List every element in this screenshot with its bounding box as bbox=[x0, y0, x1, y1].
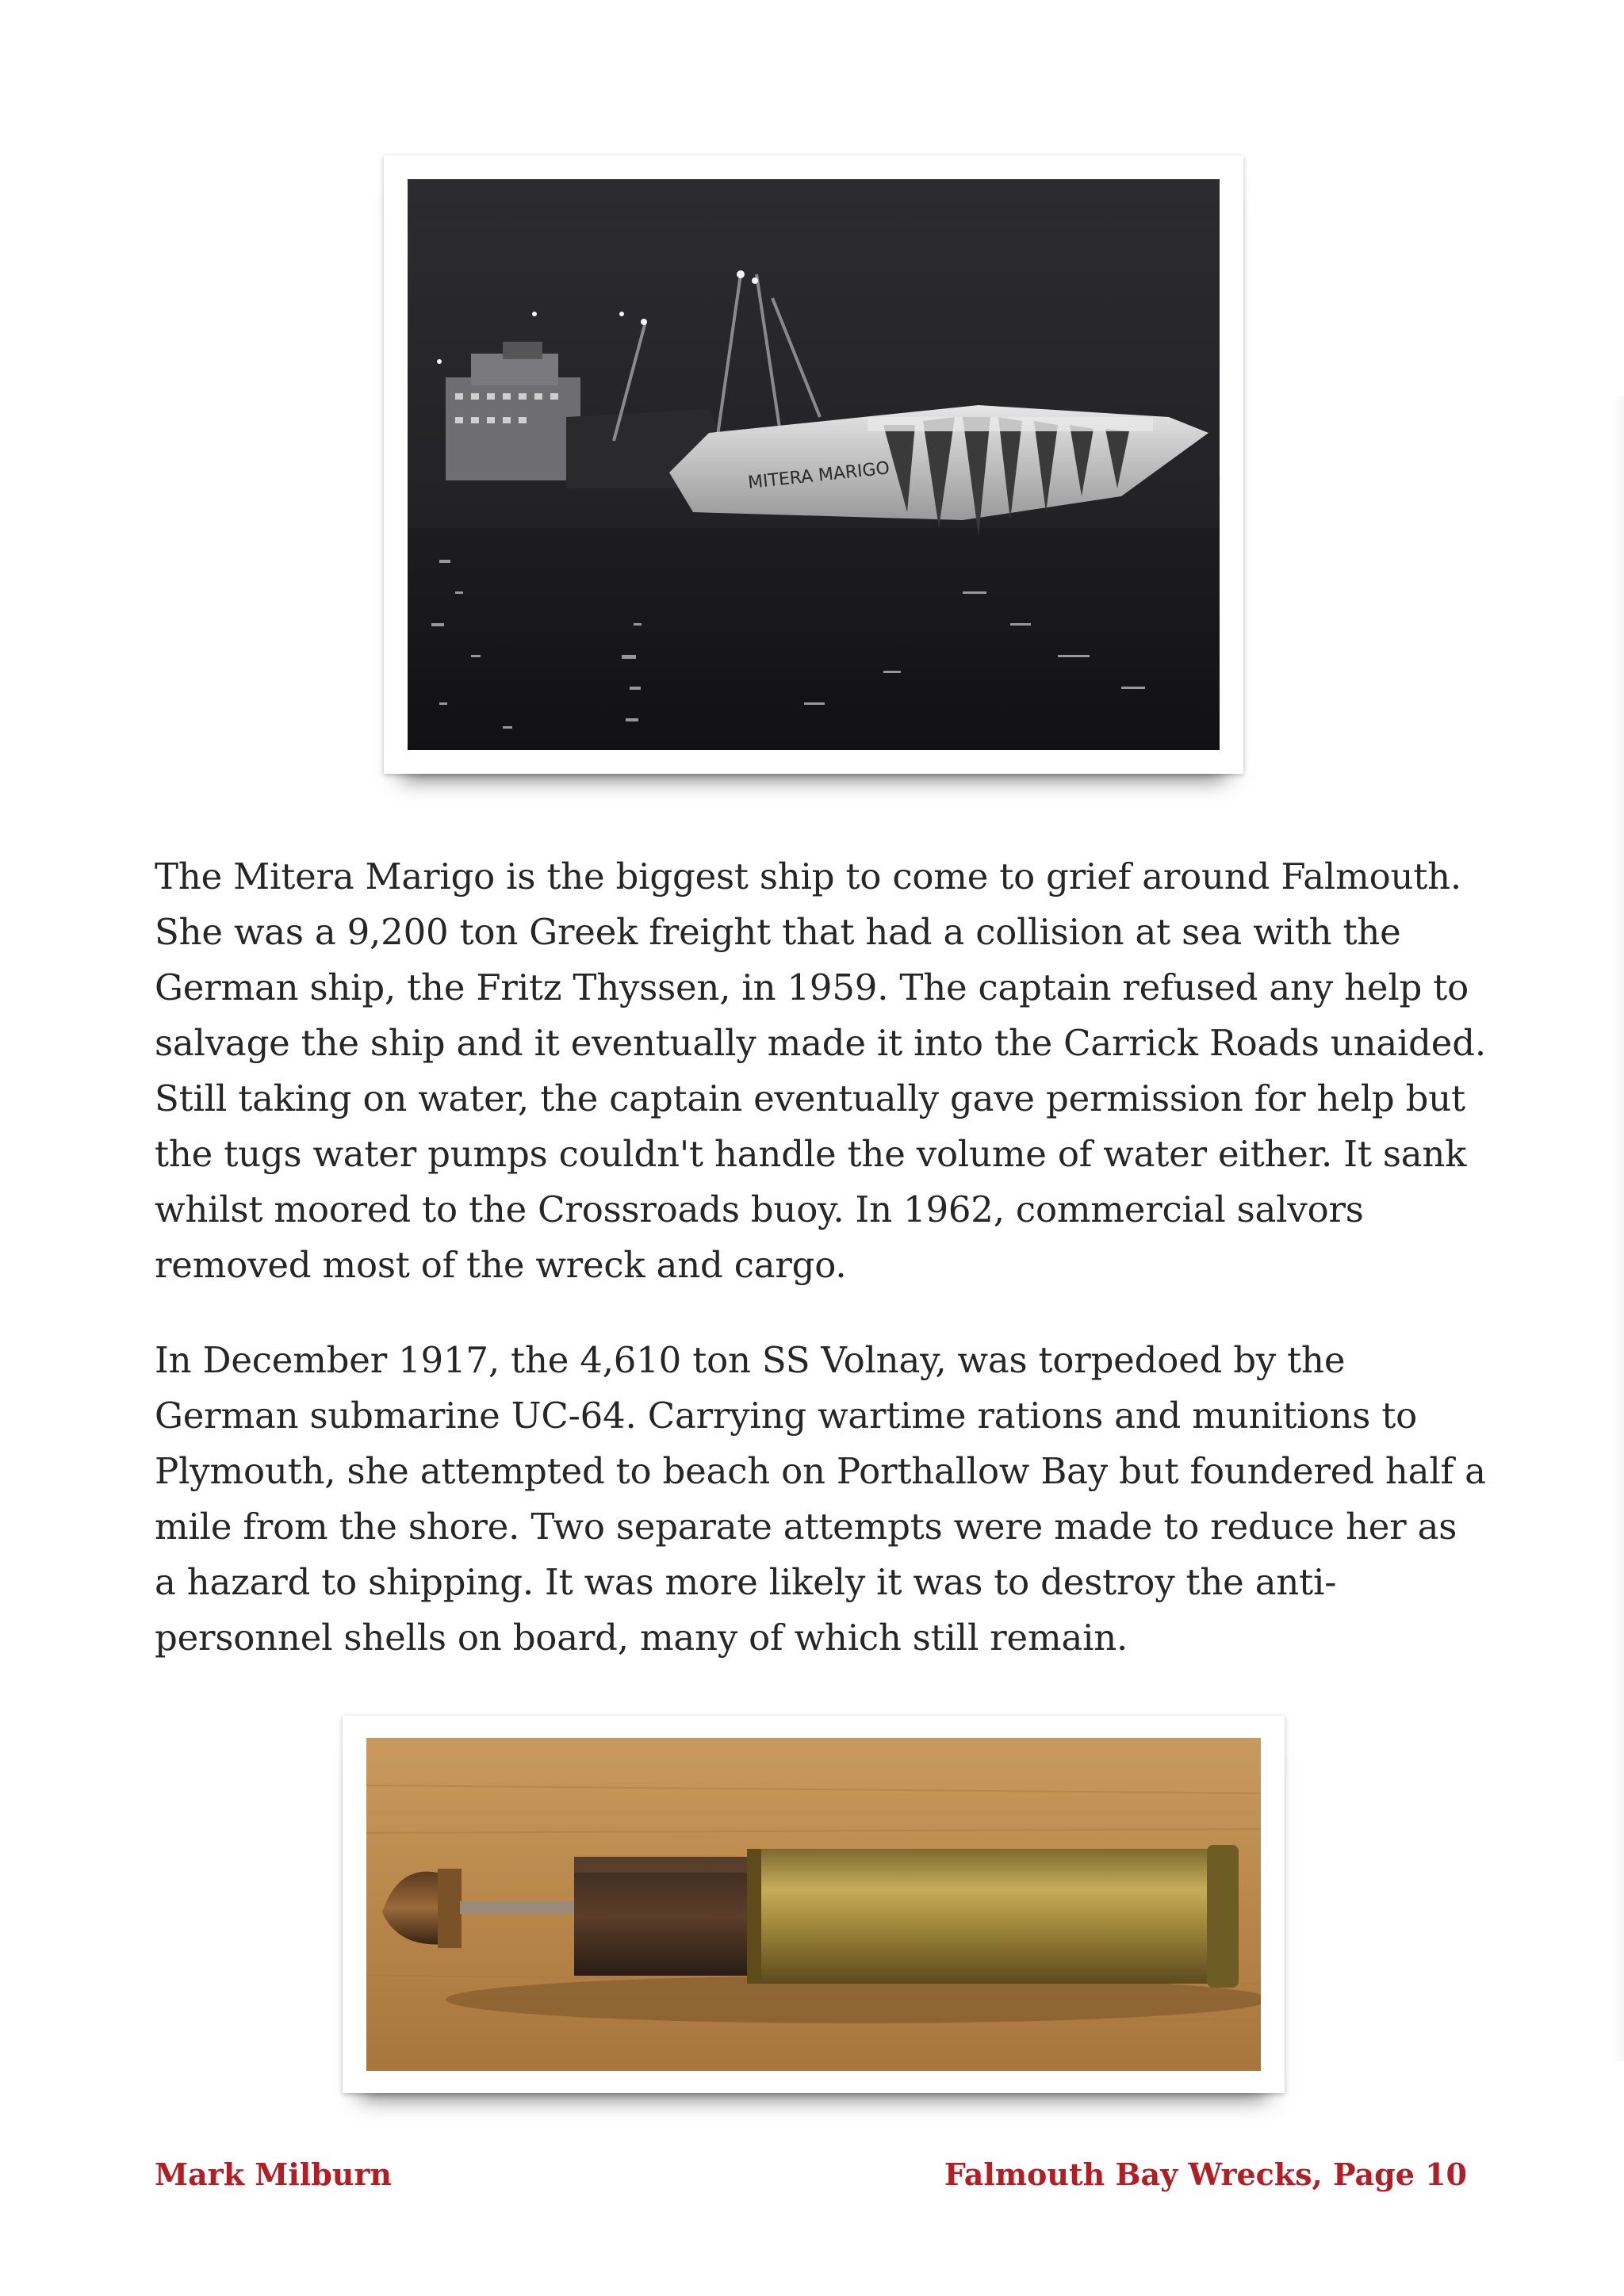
artillery-shell-photo bbox=[366, 1738, 1261, 2071]
mitera-marigo-wreck-photo bbox=[408, 179, 1220, 750]
paragraph-mitera-marigo: The Mitera Marigo is the biggest ship to come to grief around Falmouth. She was a 9,200 ton Greek freight that had a collision at sea with the German ship, the Fritz Thyssen, in 1959. The captain refused any help to salvage the ship and it eventually made it into the Carrick Roads unaided. Still taking on water, the captain eventually gave permission for help but the tugs water pumps couldn't handle the volume of water either. It sank whilst moored to the Crossroads buoy. In 1962, commercial salvors removed most of the wreck and cargo. bbox=[155, 855, 1486, 1286]
footer-author: Mark Milburn bbox=[155, 2156, 393, 2192]
footer-page-info: Falmouth Bay Wrecks, Page 10 bbox=[944, 2156, 1467, 2192]
shell-photo-frame bbox=[343, 1716, 1285, 2093]
hull-lettering: MITERA MARIGO bbox=[747, 458, 891, 493]
page-edge-shade bbox=[1613, 396, 1624, 2061]
paragraph-ss-volnay: In December 1917, the 4,610 ton SS Volnay, was torpedoed by the German submarine UC-64. Carrying wartime rations and munitions to Plymouth, she attempted to beach on Porthallow Bay but foundered half a mile from the shore. Two separate attempts were made to reduce her as a hazard to shipping. It was more likely it was to destroy the anti-personnel shells on board, many of which still remain. bbox=[155, 1339, 1486, 1659]
shipwreck-photo-frame bbox=[384, 155, 1243, 774]
page-footer bbox=[155, 2156, 1467, 2204]
